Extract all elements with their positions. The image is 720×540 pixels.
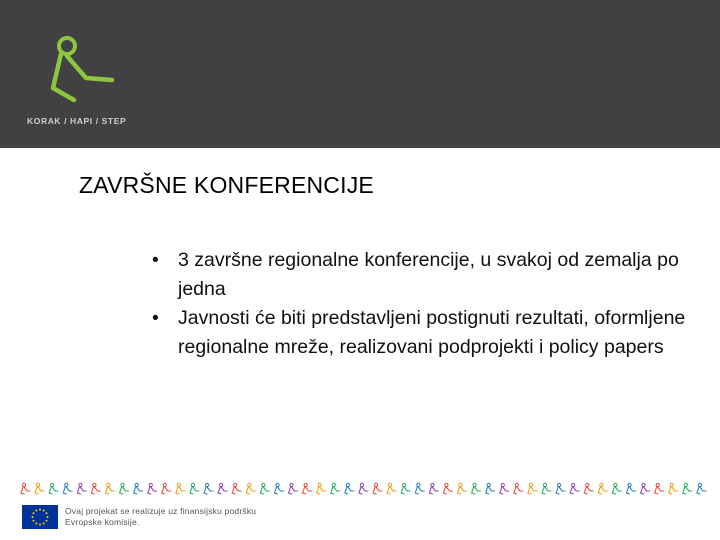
korak-logo-icon — [46, 30, 122, 108]
strip-figure-icon — [556, 483, 565, 494]
strip-figure-icon — [289, 483, 298, 494]
strip-figure-icon — [514, 483, 523, 494]
strip-figure-icon — [443, 483, 452, 494]
slide-title: ZAVRŠNE KONFERENCIJE — [79, 172, 374, 198]
strip-figure-icon — [683, 483, 692, 494]
eu-star-icon — [46, 512, 48, 514]
strip-figure-icon — [458, 483, 467, 494]
eu-star-icon — [32, 516, 34, 518]
eu-star-icon — [35, 523, 37, 525]
brand-tagline: KORAK / HAPI / STEP — [27, 116, 127, 126]
strip-figure-icon — [669, 483, 678, 494]
eu-star-icon — [43, 523, 45, 525]
strip-figure-icon — [598, 483, 607, 494]
strip-figure-icon — [345, 483, 354, 494]
eu-star-icon — [46, 520, 48, 522]
funding-note — [65, 506, 256, 528]
bullet-text: 3 završne regionalne konferencije, u svakoj od zemalja po jedna — [178, 249, 679, 300]
strip-figure-icon — [401, 483, 410, 494]
bullet-text: Javnosti će biti predstavljeni postignuti rezultati, oformljene regionalne mreže, realizovani podprojekti i policy papers — [178, 307, 686, 358]
decorative-figure-strip — [18, 482, 708, 496]
bullet-list — [152, 246, 692, 362]
strip-figure-icon — [274, 483, 283, 494]
eu-star-icon — [35, 510, 37, 512]
strip-figure-icon — [232, 483, 241, 494]
strip-figure-icon — [472, 483, 481, 494]
eu-star-icon — [47, 516, 49, 518]
strip-figure-icon — [35, 483, 44, 494]
strip-figure-icon — [697, 483, 706, 494]
strip-figure-icon — [91, 483, 100, 494]
strip-figure-icon — [612, 483, 621, 494]
bullet-item — [152, 304, 692, 362]
strip-figure-icon — [641, 483, 650, 494]
strip-figure-icon — [387, 483, 396, 494]
eu-star-icon — [39, 524, 41, 526]
strip-figure-icon — [148, 483, 157, 494]
strip-figure-icon — [429, 483, 438, 494]
strip-figure-icon — [105, 483, 114, 494]
eu-flag-icon — [22, 505, 58, 529]
strip-figure-icon — [542, 483, 551, 494]
bullet-item — [152, 246, 692, 304]
strip-figure-icon — [570, 483, 579, 494]
strip-figure-icon — [218, 483, 227, 494]
eu-star-icon — [33, 512, 35, 514]
strip-figure-icon — [528, 483, 537, 494]
strip-figure-icon — [331, 483, 340, 494]
strip-figure-icon — [120, 483, 129, 494]
strip-figure-icon — [77, 483, 86, 494]
strip-figure-icon — [134, 483, 143, 494]
strip-figure-icon — [49, 483, 58, 494]
strip-figure-icon — [246, 483, 255, 494]
strip-figure-icon — [63, 483, 72, 494]
strip-figure-icon — [204, 483, 213, 494]
strip-figure-icon — [584, 483, 593, 494]
bullet-marker: • — [152, 249, 159, 271]
strip-figure-icon — [317, 483, 326, 494]
strip-figure-icon — [486, 483, 495, 494]
strip-figure-icon — [373, 483, 382, 494]
strip-figure-icon — [415, 483, 424, 494]
strip-figure-icon — [162, 483, 171, 494]
funding-line-1: Ovaj projekat se realizuje uz finansijsku podršku — [65, 506, 257, 516]
bullet-marker: • — [152, 307, 159, 329]
eu-star-icon — [43, 510, 45, 512]
strip-figure-icon — [627, 483, 636, 494]
funding-line-2: Evropske komisije. — [65, 517, 140, 527]
strip-figure-icon — [260, 483, 269, 494]
strip-figure-icon — [21, 483, 30, 494]
strip-figure-icon — [303, 483, 312, 494]
strip-figure-icon — [500, 483, 509, 494]
eu-star-icon — [33, 520, 35, 522]
strip-figure-icon — [359, 483, 368, 494]
strip-figure-icon — [176, 483, 185, 494]
strip-figure-icon — [655, 483, 664, 494]
strip-figure-icon — [190, 483, 199, 494]
header-bar — [0, 0, 720, 148]
eu-star-icon — [39, 509, 41, 511]
